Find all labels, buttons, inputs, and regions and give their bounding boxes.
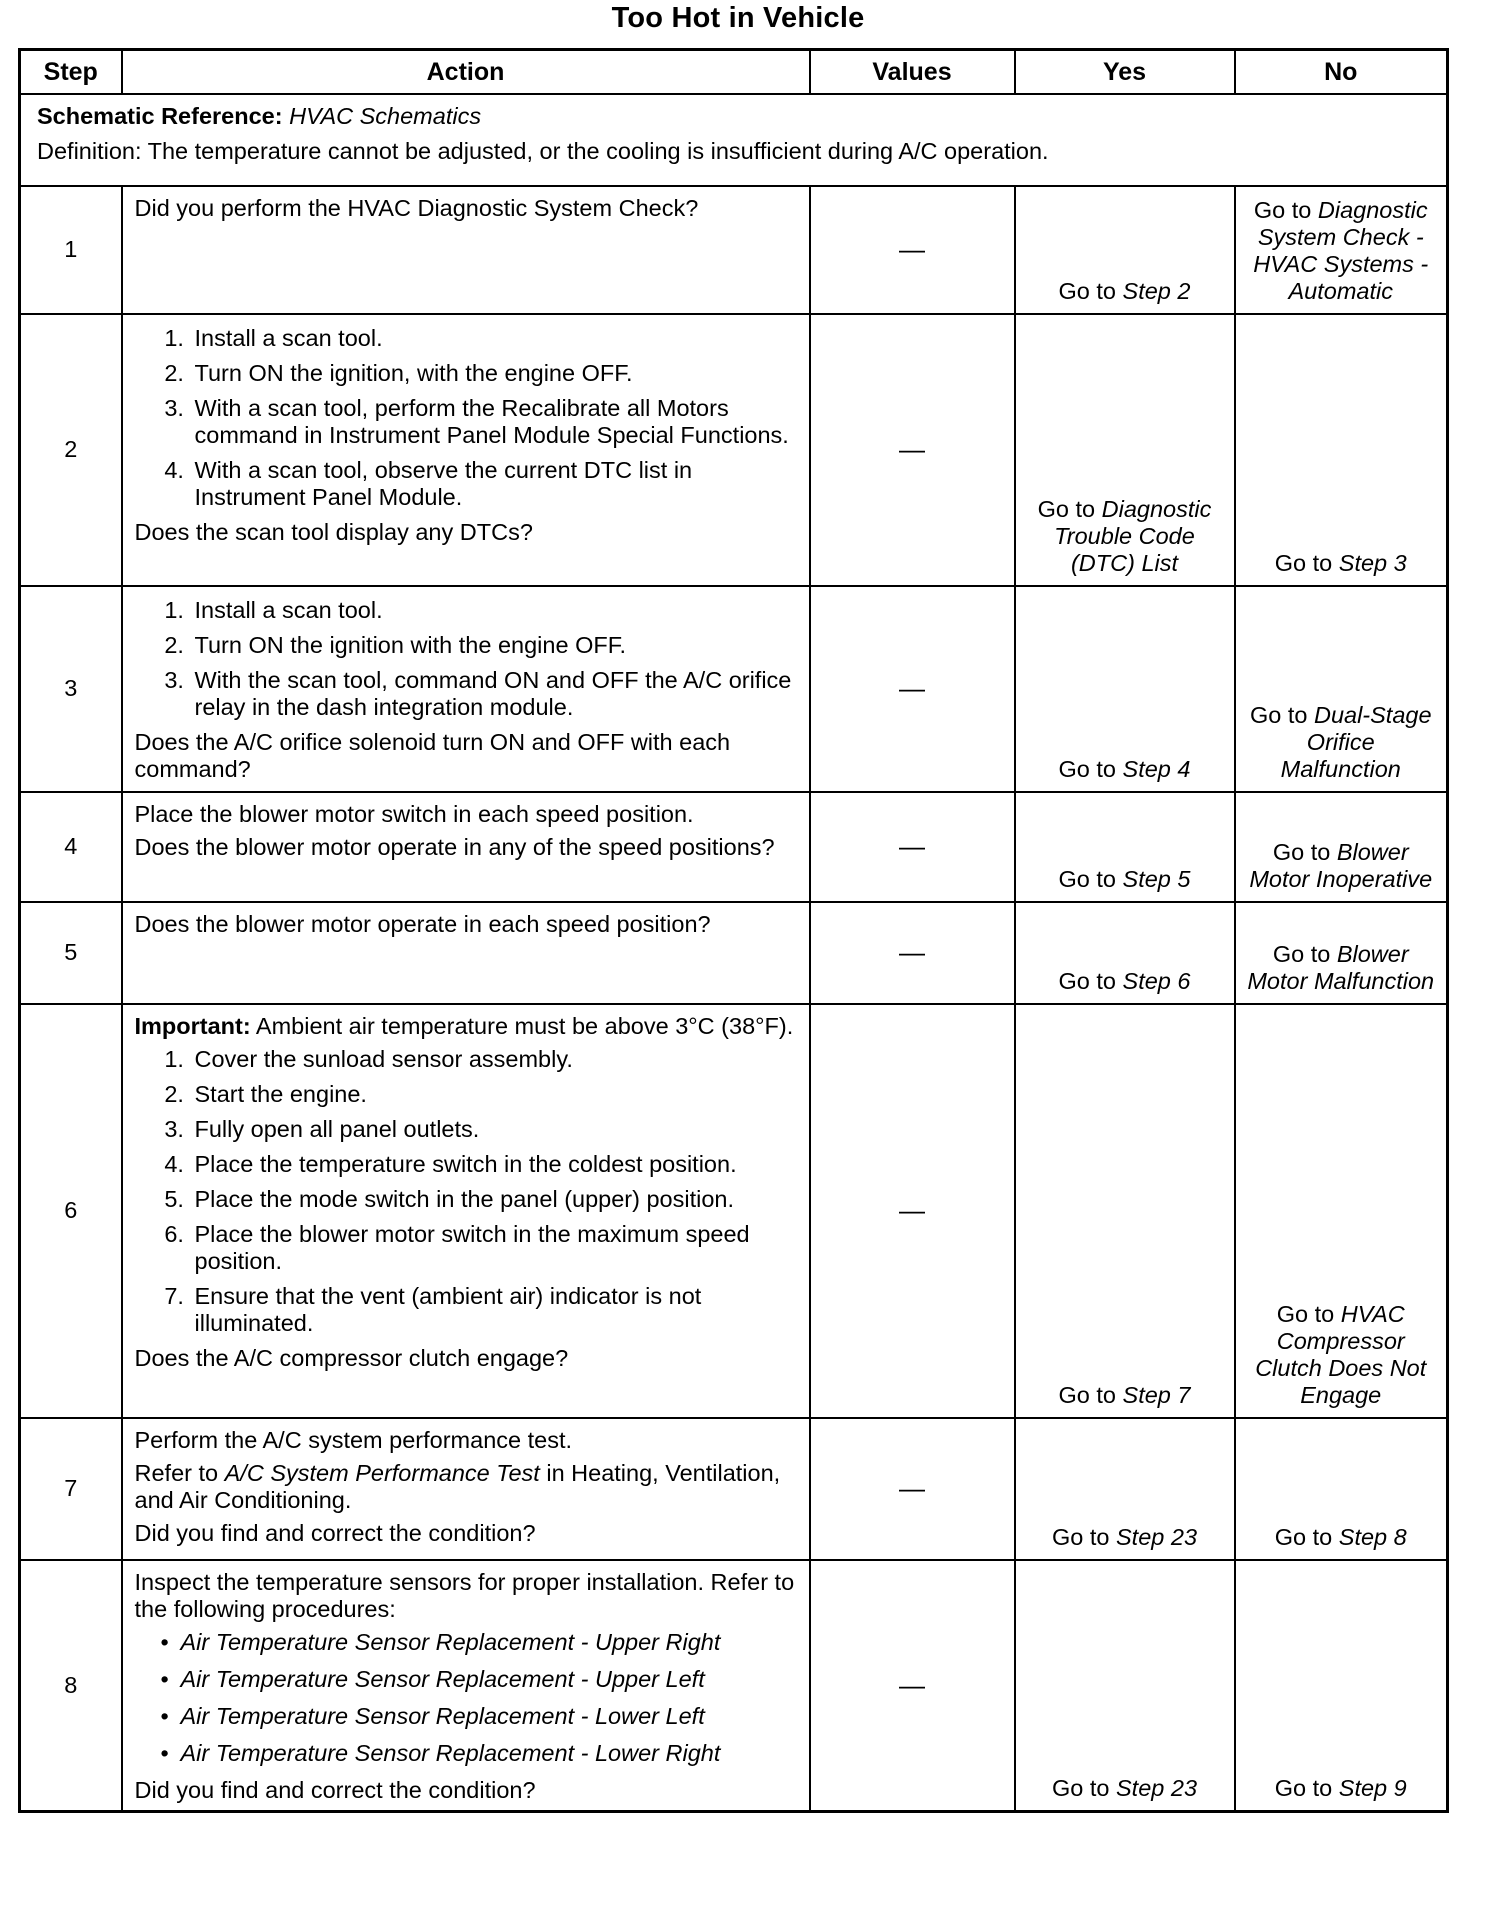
procedure-step: 3. With the scan tool, command ON and OFF the A/C orifice relay in the dash integration module. [191,667,799,721]
goto-text: Go to [1253,196,1312,223]
goto-text: Go to [1058,755,1116,782]
refer-pre: Refer to [134,1460,219,1487]
refer-post: in Heating, Ventilation, and Air Conditioning. [134,1460,781,1514]
table-row-step-5 [20,902,1448,1004]
action-cell [122,902,810,1004]
page-title: Too Hot in Vehicle [611,2,865,34]
action-question: Does the scan tool display any DTCs? [134,519,533,546]
yes-cell [1015,792,1235,902]
procedure-step: 2. Start the engine. [191,1081,799,1108]
action-question: Did you find and correct the condition? [134,1777,536,1804]
action-cell [122,186,810,314]
table-row-step-2 [20,314,1448,586]
yes-cell [1015,1560,1235,1812]
table-row-step-8 [20,1560,1448,1812]
goto-link[interactable]: Step 2 [1122,277,1191,304]
procedure-step: 1. Install a scan tool. [191,325,799,352]
goto-text: Go to [1272,838,1331,865]
step-number: 6 [20,1004,122,1418]
procedure-list [135,325,799,511]
header-no: No [1235,50,1448,95]
procedure-list [135,597,799,721]
refer-link[interactable]: A/C System Performance Test [224,1460,540,1487]
procedure-step: 6. Place the blower motor switch in the maximum speed position. [191,1221,799,1275]
no-cell [1235,314,1448,586]
no-cell [1235,1560,1448,1812]
procedure-step: 1. Cover the sunload sensor assembly. [191,1046,799,1073]
step-number: 7 [20,1418,122,1560]
procedure-link[interactable]: • Air Temperature Sensor Replacement - Lower Left [181,1703,799,1730]
no-cell [1235,186,1448,314]
goto-text: Go to [1274,1775,1333,1802]
action-question: Does the A/C orifice solenoid turn ON and OFF with each command? [134,729,731,783]
goto-text: Go to [1058,967,1116,994]
table-row-step-7 [20,1418,1448,1560]
yes-cell [1015,186,1235,314]
action-question: Does the A/C compressor clutch engage? [134,1345,569,1372]
action-intro: Perform the A/C system performance test. [134,1427,573,1453]
action-question: Did you perform the HVAC Diagnostic System Check? [134,195,699,221]
values-cell: — [810,792,1015,902]
values-cell: — [810,902,1015,1004]
goto-text: Go to [1276,1300,1335,1327]
values-cell: — [810,1560,1015,1812]
goto-link[interactable]: Step 6 [1122,967,1191,994]
goto-text: Go to [1058,865,1116,892]
header-action: Action [122,50,810,95]
goto-link[interactable]: Blower Motor Inoperative [1249,838,1433,892]
action-cell [122,1560,810,1812]
goto-link[interactable]: Blower Motor Malfunction [1247,940,1435,994]
yes-cell [1015,586,1235,792]
goto-link[interactable]: Step 3 [1338,549,1407,576]
values-cell: — [810,1004,1015,1418]
reference-cell [20,94,1448,186]
yes-cell [1015,902,1235,1004]
header-values: Values [810,50,1015,95]
no-cell [1235,1418,1448,1560]
goto-text: Go to [1274,1523,1333,1550]
reference-row [20,94,1448,186]
goto-link[interactable]: HVAC Compressor Clutch Does Not Engage [1255,1300,1427,1408]
action-cell [122,1004,810,1418]
important-text: Ambient air temperature must be above 3°C (38°F). [255,1013,794,1039]
procedure-links [135,1629,799,1767]
goto-text: Go to [1274,549,1333,576]
goto-text: Go to [1249,701,1308,728]
goto-link[interactable]: Step 23 [1116,1523,1198,1550]
procedure-link[interactable]: • Air Temperature Sensor Replacement - Upper Left [181,1666,799,1693]
action-question: Did you find and correct the condition? [134,1520,536,1547]
goto-link[interactable]: Dual-Stage Orifice Malfunction [1280,701,1432,782]
no-cell [1235,792,1448,902]
values-cell: — [810,586,1015,792]
goto-link[interactable]: Step 9 [1338,1775,1407,1802]
procedure-step: 2. Turn ON the ignition, with the engine OFF. [191,360,799,387]
action-cell [122,586,810,792]
step-number: 5 [20,902,122,1004]
action-intro: Inspect the temperature sensors for proper installation. Refer to the following procedures: [134,1569,795,1623]
important-note [135,1013,799,1040]
yes-cell [1015,314,1235,586]
procedure-link[interactable]: • Air Temperature Sensor Replacement - Upper Right [181,1629,799,1656]
action-cell [122,792,810,902]
action-cell [122,314,810,586]
no-cell [1235,1004,1448,1418]
yes-cell [1015,1004,1235,1418]
procedure-step: 3. Fully open all panel outlets. [191,1116,799,1143]
action-intro: Place the blower motor switch in each speed position. [134,801,694,827]
procedure-step: 1. Install a scan tool. [191,597,799,624]
table-row-step-1 [20,186,1448,314]
step-number: 2 [20,314,122,586]
step-number: 3 [20,586,122,792]
procedure-step: 5. Place the mode switch in the panel (upper) position. [191,1186,799,1213]
refer-text [135,1460,799,1514]
table-row-step-6 [20,1004,1448,1418]
values-cell: — [810,314,1015,586]
procedure-step: 4. With a scan tool, observe the current DTC list in Instrument Panel Module. [191,457,799,511]
goto-link[interactable]: Step 23 [1116,1775,1198,1802]
procedure-step: 7. Ensure that the vent (ambient air) indicator is not illuminated. [191,1283,799,1337]
goto-text: Go to [1058,277,1116,304]
yes-cell [1015,1418,1235,1560]
values-cell: — [810,186,1015,314]
goto-text: Go to [1058,1381,1116,1408]
goto-link[interactable]: Step 4 [1122,755,1191,782]
procedure-list [135,1046,799,1337]
procedure-link[interactable]: • Air Temperature Sensor Replacement - Lower Right [181,1740,799,1767]
table-row-step-3 [20,586,1448,792]
procedure-step: 2. Turn ON the ignition with the engine OFF. [191,632,799,659]
goto-text: Go to [1037,495,1096,522]
header-row [20,50,1448,95]
values-cell: — [810,1418,1015,1560]
goto-text: Go to [1272,940,1331,967]
goto-link[interactable]: Diagnostic System Check - HVAC Systems - Automatic [1253,196,1429,304]
action-question: Does the blower motor operate in any of the speed positions? [134,834,775,861]
procedure-step: 3. With a scan tool, perform the Recalibrate all Motors command in Instrument Panel Module Special Functions. [191,395,799,449]
action-cell [122,1418,810,1560]
goto-text: Go to [1051,1775,1110,1802]
goto-text: Go to [1051,1523,1110,1550]
schematic-link[interactable]: HVAC Schematics [289,103,482,129]
rows-body [20,186,1448,1812]
no-cell [1235,902,1448,1004]
procedure-step: 4. Place the temperature switch in the coldest position. [191,1151,799,1178]
goto-link[interactable]: Step 7 [1122,1381,1191,1408]
schematic-label: Schematic Reference: [37,103,283,129]
step-number: 1 [20,186,122,314]
goto-link[interactable]: Step 5 [1122,865,1191,892]
table-row-step-4 [20,792,1448,902]
definition-text: Definition: The temperature cannot be adjusted, or the cooling is insufficient during A/C operation. [37,138,1049,165]
header-yes: Yes [1015,50,1235,95]
step-number: 4 [20,792,122,902]
diagnostic-table [18,48,1449,1813]
schematic-reference [37,103,1430,130]
goto-link[interactable]: Diagnostic Trouble Code (DTC) List [1054,495,1212,576]
header-step: Step [20,50,122,95]
important-label: Important: [134,1013,251,1039]
no-cell [1235,586,1448,792]
goto-link[interactable]: Step 8 [1338,1523,1407,1550]
action-question: Does the blower motor operate in each speed position? [134,911,711,937]
step-number: 8 [20,1560,122,1812]
